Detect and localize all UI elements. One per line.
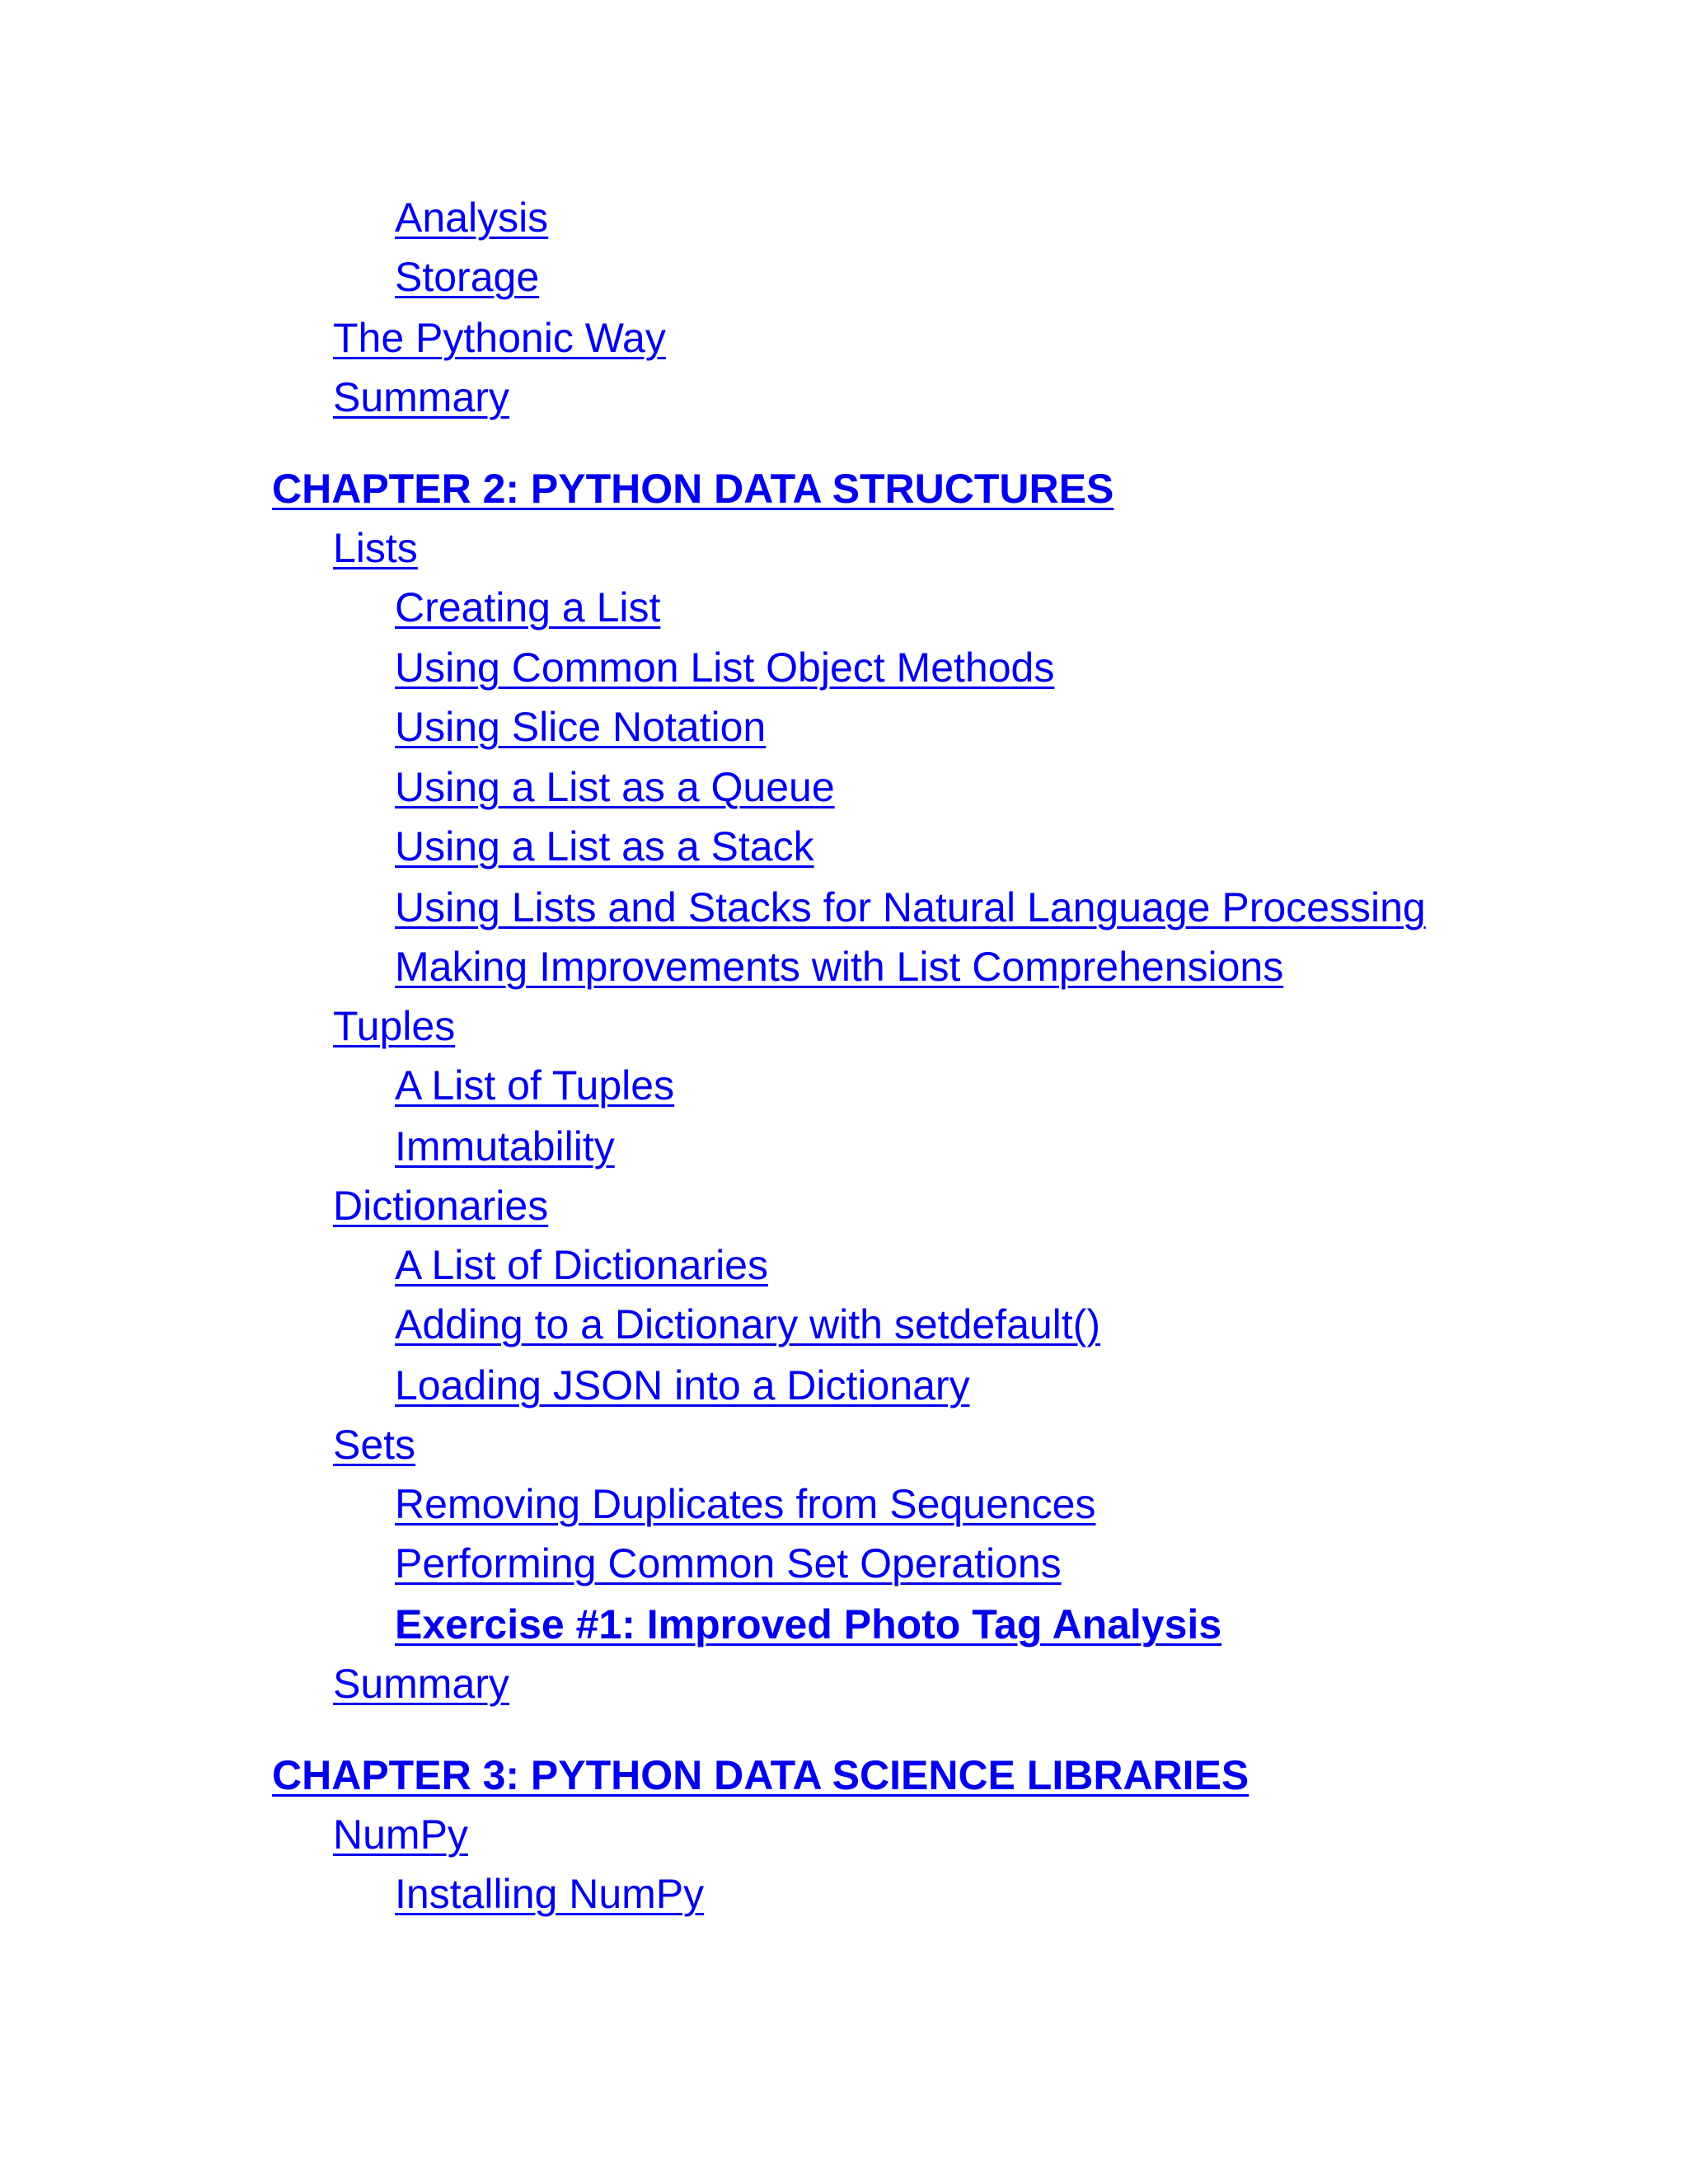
toc-entry-nlp[interactable]: Using Lists and Stacks for Natural Language Processing (395, 884, 1426, 930)
toc-entry-analysis[interactable]: Analysis (395, 194, 549, 241)
toc-entry-summary-ch1[interactable]: Summary (333, 374, 509, 420)
toc-entry-summary-ch2[interactable]: Summary (333, 1661, 509, 1707)
toc-entry-removing-duplicates[interactable]: Removing Duplicates from Sequences (395, 1481, 1096, 1527)
toc-entry-list-of-dictionaries[interactable]: A List of Dictionaries (395, 1242, 768, 1288)
toc-entry-setdefault[interactable]: Adding to a Dictionary with setdefault() (395, 1301, 1100, 1347)
toc-entry-dictionaries[interactable]: Dictionaries (333, 1183, 549, 1229)
toc-entry-installing-numpy[interactable]: Installing NumPy (395, 1871, 705, 1917)
toc-entry-sets[interactable]: Sets (333, 1422, 416, 1468)
toc-entry-lists[interactable]: Lists (333, 525, 418, 571)
toc-entry-common-list-methods[interactable]: Using Common List Object Methods (395, 644, 1055, 691)
toc-chapter-3-heading[interactable]: CHAPTER 3: PYTHON DATA SCIENCE LIBRARIES (272, 1752, 1250, 1798)
toc-entry-exercise-1[interactable]: Exercise #1: Improved Photo Tag Analysis (395, 1601, 1222, 1647)
toc-chapter-2-heading[interactable]: CHAPTER 2: PYTHON DATA STRUCTURES (272, 466, 1114, 512)
toc-entry-tuples[interactable]: Tuples (333, 1003, 456, 1049)
toc-entry-list-of-tuples[interactable]: A List of Tuples (395, 1062, 675, 1108)
toc-entry-creating-list[interactable]: Creating a List (395, 584, 661, 630)
toc-entry-slice-notation[interactable]: Using Slice Notation (395, 704, 767, 750)
toc-entry-numpy[interactable]: NumPy (333, 1811, 468, 1858)
toc-entry-storage[interactable]: Storage (395, 254, 540, 300)
toc-entry-list-as-queue[interactable]: Using a List as a Queue (395, 764, 835, 810)
toc-entry-list-as-stack[interactable]: Using a List as a Stack (395, 823, 814, 869)
toc-entry-list-comprehensions[interactable]: Making Improvements with List Comprehensions (395, 944, 1284, 990)
toc-entry-set-operations[interactable]: Performing Common Set Operations (395, 1540, 1062, 1586)
toc-entry-pythonic-way[interactable]: The Pythonic Way (333, 315, 666, 361)
toc-entry-immutability[interactable]: Immutability (395, 1123, 615, 1169)
toc-entry-loading-json[interactable]: Loading JSON into a Dictionary (395, 1362, 970, 1408)
